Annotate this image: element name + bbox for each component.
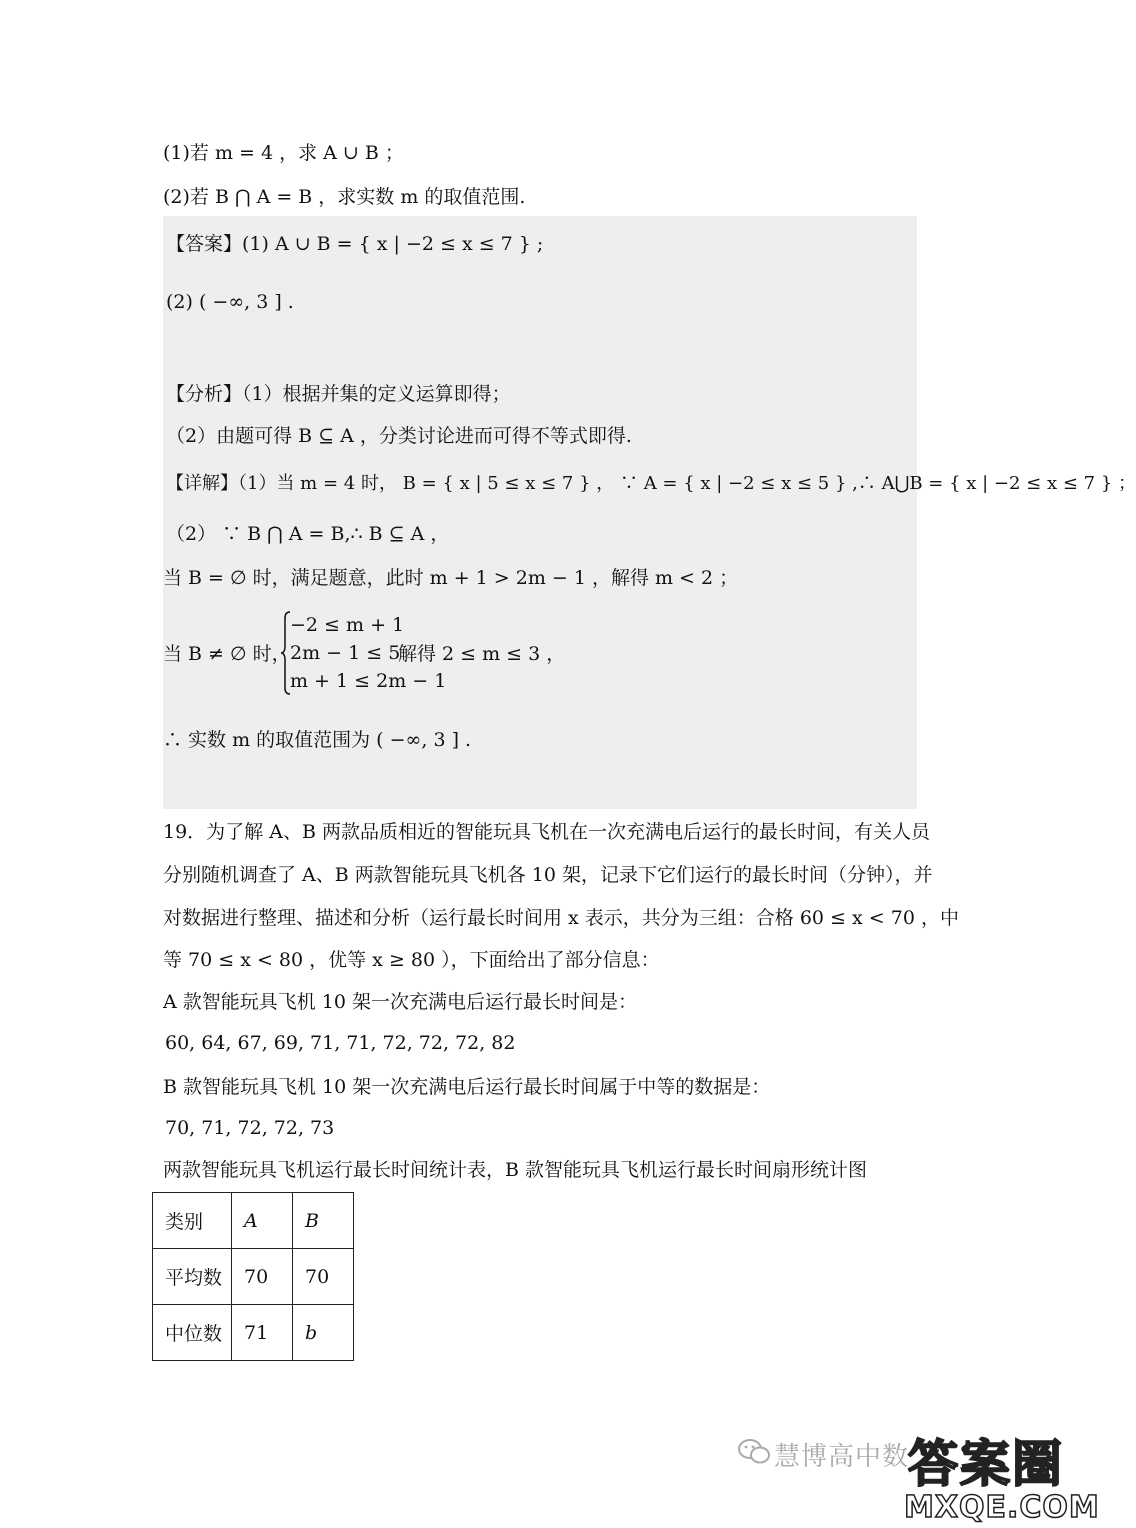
watermark-logo-top: 答案圈 bbox=[908, 1435, 1064, 1493]
table-cell: 中位数 bbox=[153, 1305, 232, 1361]
watermark-logo-bottom: MXQE.COM bbox=[904, 1490, 1100, 1525]
watermark-source: 慧博高中数 bbox=[774, 1442, 910, 1472]
q19-line-2: 分别随机调查了 A、B 两款智能玩具飞机各 10 架，记录下它们运行的最长时间（分钟），并 bbox=[163, 864, 933, 886]
b-data-title: B 款智能玩具飞机 10 架一次充满电后运行最长时间属于中等的数据是： bbox=[163, 1076, 771, 1098]
table-row bbox=[153, 1193, 354, 1249]
detail-line-2: （2） ∵ B ⋂ A = B,∴ B ⊆ A ， bbox=[166, 523, 450, 545]
detail-line-1: 【详解】（1）当 m = 4 时， B = { x | 5 ≤ x ≤ 7 } ， ∵ A = { x | −2 ≤ x ≤ 5 } ,∴ A⋃B = { x | −2 ≤ x ≤ 7 } ； bbox=[166, 473, 1136, 494]
detail-conclusion: ∴ 实数 m 的取值范围为 ( −∞, 3 ] . bbox=[163, 729, 472, 751]
wechat-icon bbox=[738, 1438, 770, 1466]
table-cell: b bbox=[293, 1305, 354, 1361]
table-cell: 70 bbox=[293, 1249, 354, 1305]
q19-line-1: 19．为了解 A、B 两款品质相近的智能玩具飞机在一次充满电后运行的最长时间，有关人员 bbox=[163, 821, 930, 843]
answer-line-1: 【答案】(1) A ∪ B = { x | −2 ≤ x ≤ 7 } ; bbox=[166, 233, 544, 255]
table-row bbox=[153, 1305, 354, 1361]
table-cell: 71 bbox=[232, 1305, 293, 1361]
table-cell: A bbox=[232, 1193, 293, 1249]
table-cell: 类别 bbox=[153, 1193, 232, 1249]
a-data-values: 60, 64, 67, 69, 71, 71, 72, 72, 72, 82 bbox=[165, 1032, 516, 1054]
b-data-values: 70, 71, 72, 72, 73 bbox=[165, 1117, 335, 1139]
q18-part2: (2)若 B ⋂ A = B ，求实数 m 的取值范围. bbox=[163, 186, 526, 208]
q19-line-4: 等 70 ≤ x < 80 ，优等 x ≥ 80 ），下面给出了部分信息： bbox=[163, 949, 660, 971]
stats-table bbox=[152, 1192, 354, 1361]
watermark bbox=[738, 1418, 1100, 1528]
table-cell: B bbox=[293, 1193, 354, 1249]
answer-line-2: (2) ( −∞, 3 ] . bbox=[166, 291, 294, 313]
inequality-system bbox=[280, 610, 447, 696]
system-row-1: −2 ≤ m + 1 bbox=[290, 614, 405, 636]
detail-line-3: 当 B = ∅ 时，满足题意，此时 m + 1 > 2m − 1 ，解得 m < 2 ； bbox=[163, 567, 739, 589]
table-caption: 两款智能玩具飞机运行最长时间统计表，B 款智能玩具飞机运行最长时间扇形统计图 bbox=[163, 1159, 868, 1181]
analysis-line-2: （2）由题可得 B ⊆ A ，分类讨论进而可得不等式即得. bbox=[166, 425, 632, 447]
q19-line-3: 对数据进行整理、描述和分析（运行最长时间用 x 表示，共分为三组：合格 60 ≤ x < 70 ，中 bbox=[163, 907, 959, 929]
detail-line-4-prefix: 当 B ≠ ∅ 时， bbox=[163, 643, 291, 665]
detail-line-4-suffix: 解得 2 ≤ m ≤ 3 ， bbox=[398, 643, 566, 665]
analysis-line-1: 【分析】（1）根据并集的定义运算即得； bbox=[166, 383, 511, 405]
a-data-title: A 款智能玩具飞机 10 架一次充满电后运行最长时间是： bbox=[163, 991, 638, 1013]
table-cell: 平均数 bbox=[153, 1249, 232, 1305]
table-cell: 70 bbox=[232, 1249, 293, 1305]
q18-part1: (1)若 m = 4 ，求 A ∪ B ； bbox=[163, 142, 404, 164]
system-row-2: 2m − 1 ≤ 5 bbox=[290, 642, 401, 664]
table-row bbox=[153, 1249, 354, 1305]
system-row-3: m + 1 ≤ 2m − 1 bbox=[290, 670, 447, 692]
